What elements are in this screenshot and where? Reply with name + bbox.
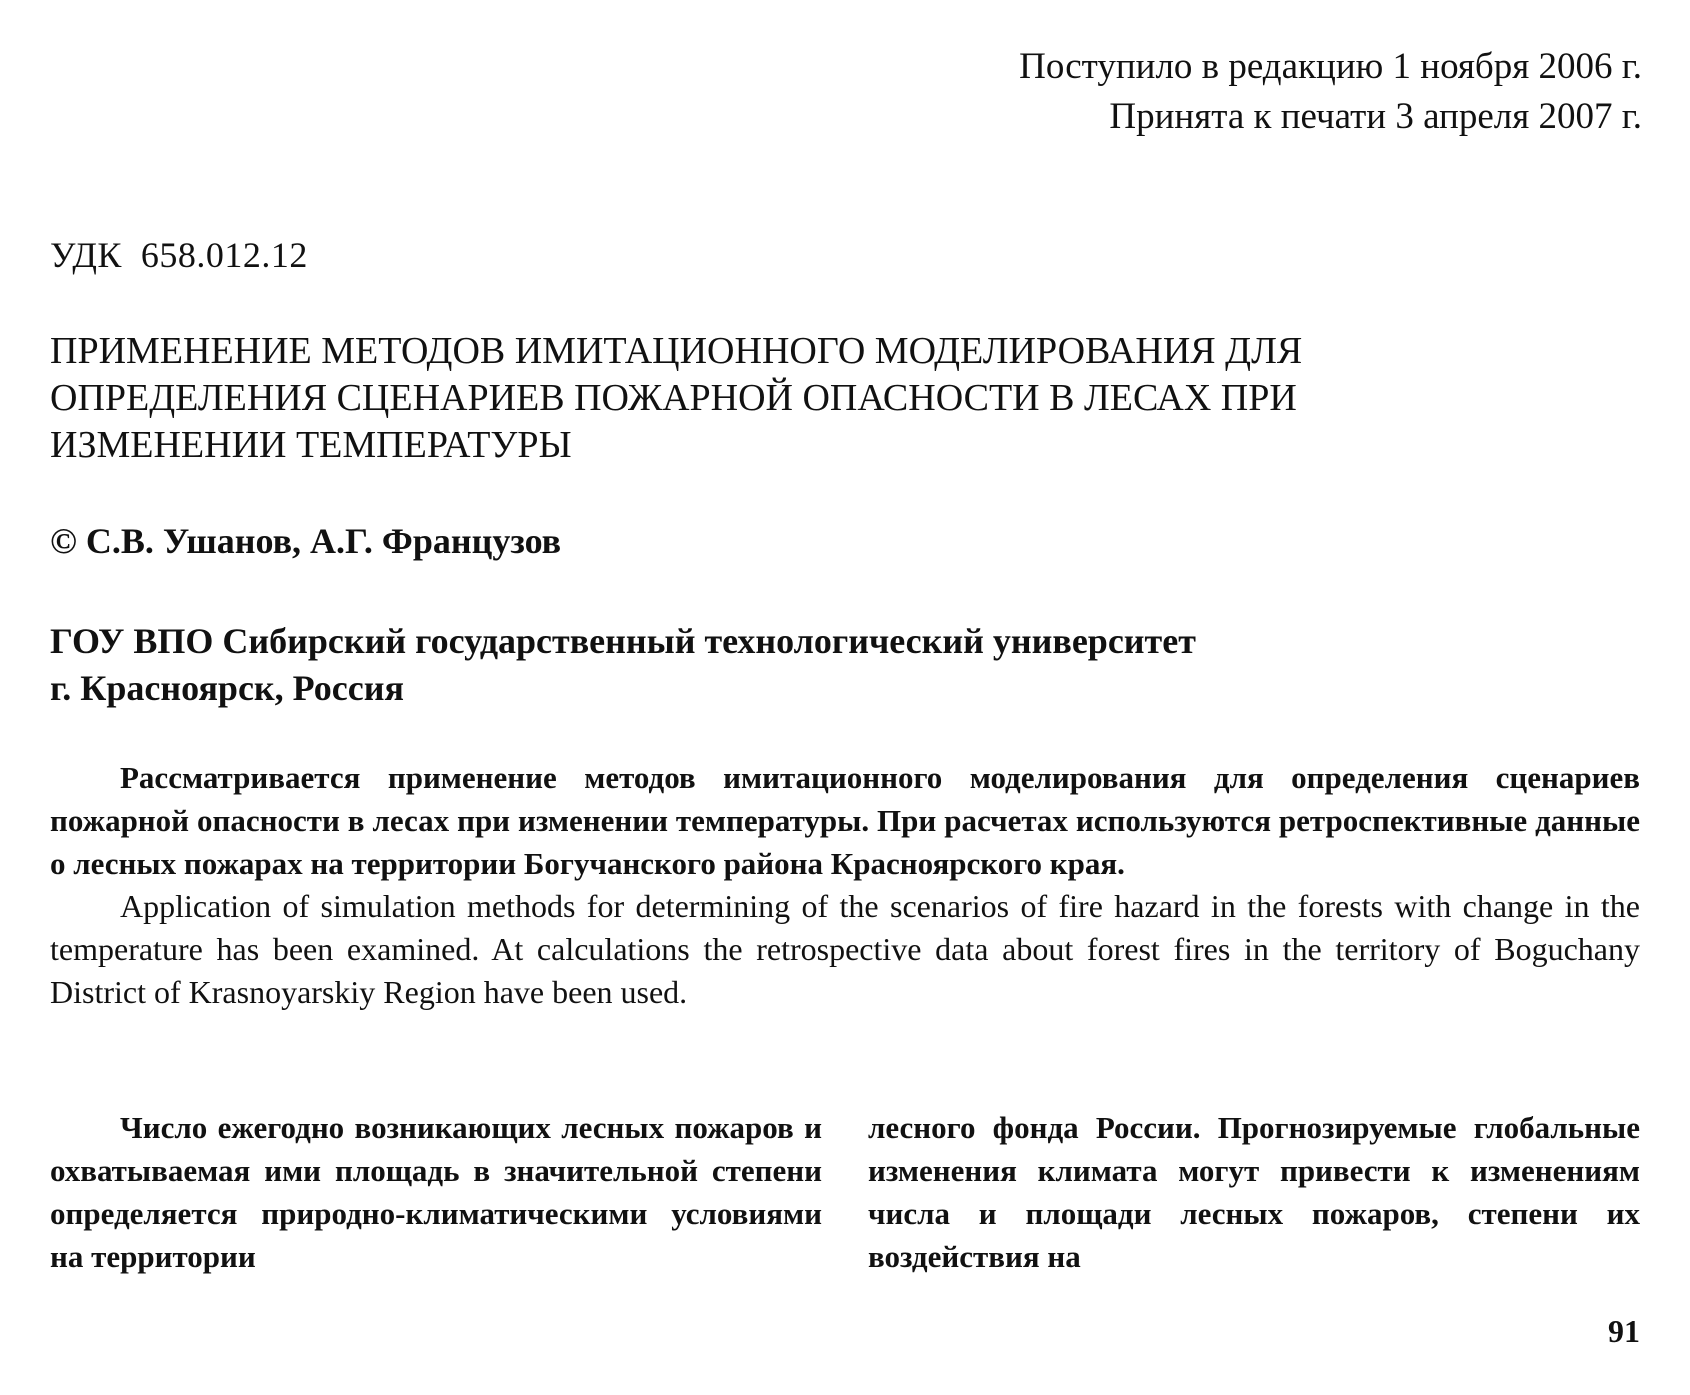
authors: © С.В. Ушанов, А.Г. Французов <box>50 521 562 561</box>
body-column-left: Число ежегодно возникающих лесных пожаров и охватываемая ими площадь в значительной степени определяется природно-климатическими условиями на территории <box>50 1110 822 1274</box>
abstract <box>50 756 1640 1014</box>
abstract-russian: Рассматривается применение методов имитационного моделирования для определения сценариев пожарной опасности в лесах при изменении температуры. При расчетах используются ретроспективные данные о лесных пожарах на территории Богучанского района Красноярского края. <box>50 760 1640 881</box>
page-number: 91 <box>1608 1313 1640 1349</box>
udc-code: УДК 658.012.12 <box>50 235 308 275</box>
affiliation <box>50 618 1196 712</box>
affiliation-org: ГОУ ВПО Сибирский государственный технологический университет <box>50 621 1196 661</box>
body-column-right: лесного фонда России. Прогнозируемые глобальные изменения климата могут привести к изменениям числа и площади лесных пожаров, степени их воздействия на <box>868 1110 1640 1274</box>
affiliation-city: г. Красноярск, Россия <box>50 668 404 708</box>
abstract-english: Application of simulation methods for determining of the scenarios of fire hazard in the forests with change in the temperature has been examined. At calculations the retrospective data about forest fires in the territory of Boguchany District of Krasnoyarskiy Region have been used. <box>50 888 1640 1010</box>
body-columns <box>50 1106 1640 1278</box>
received-date: Поступило в редакцию 1 ноября 2006 г. <box>1019 46 1642 87</box>
submission-dates <box>1019 42 1642 142</box>
article-title: ПРИМЕНЕНИЕ МЕТОДОВ ИМИТАЦИОННОГО МОДЕЛИРОВАНИЯ ДЛЯ ОПРЕДЕЛЕНИЯ СЦЕНАРИЕВ ПОЖАРНОЙ ОПАСНОСТИ В ЛЕСАХ ПРИ ИЗМЕНЕНИИ ТЕМПЕРАТУРЫ <box>50 330 1303 466</box>
accepted-date: Принята к печати 3 апреля 2007 г. <box>1109 96 1642 137</box>
